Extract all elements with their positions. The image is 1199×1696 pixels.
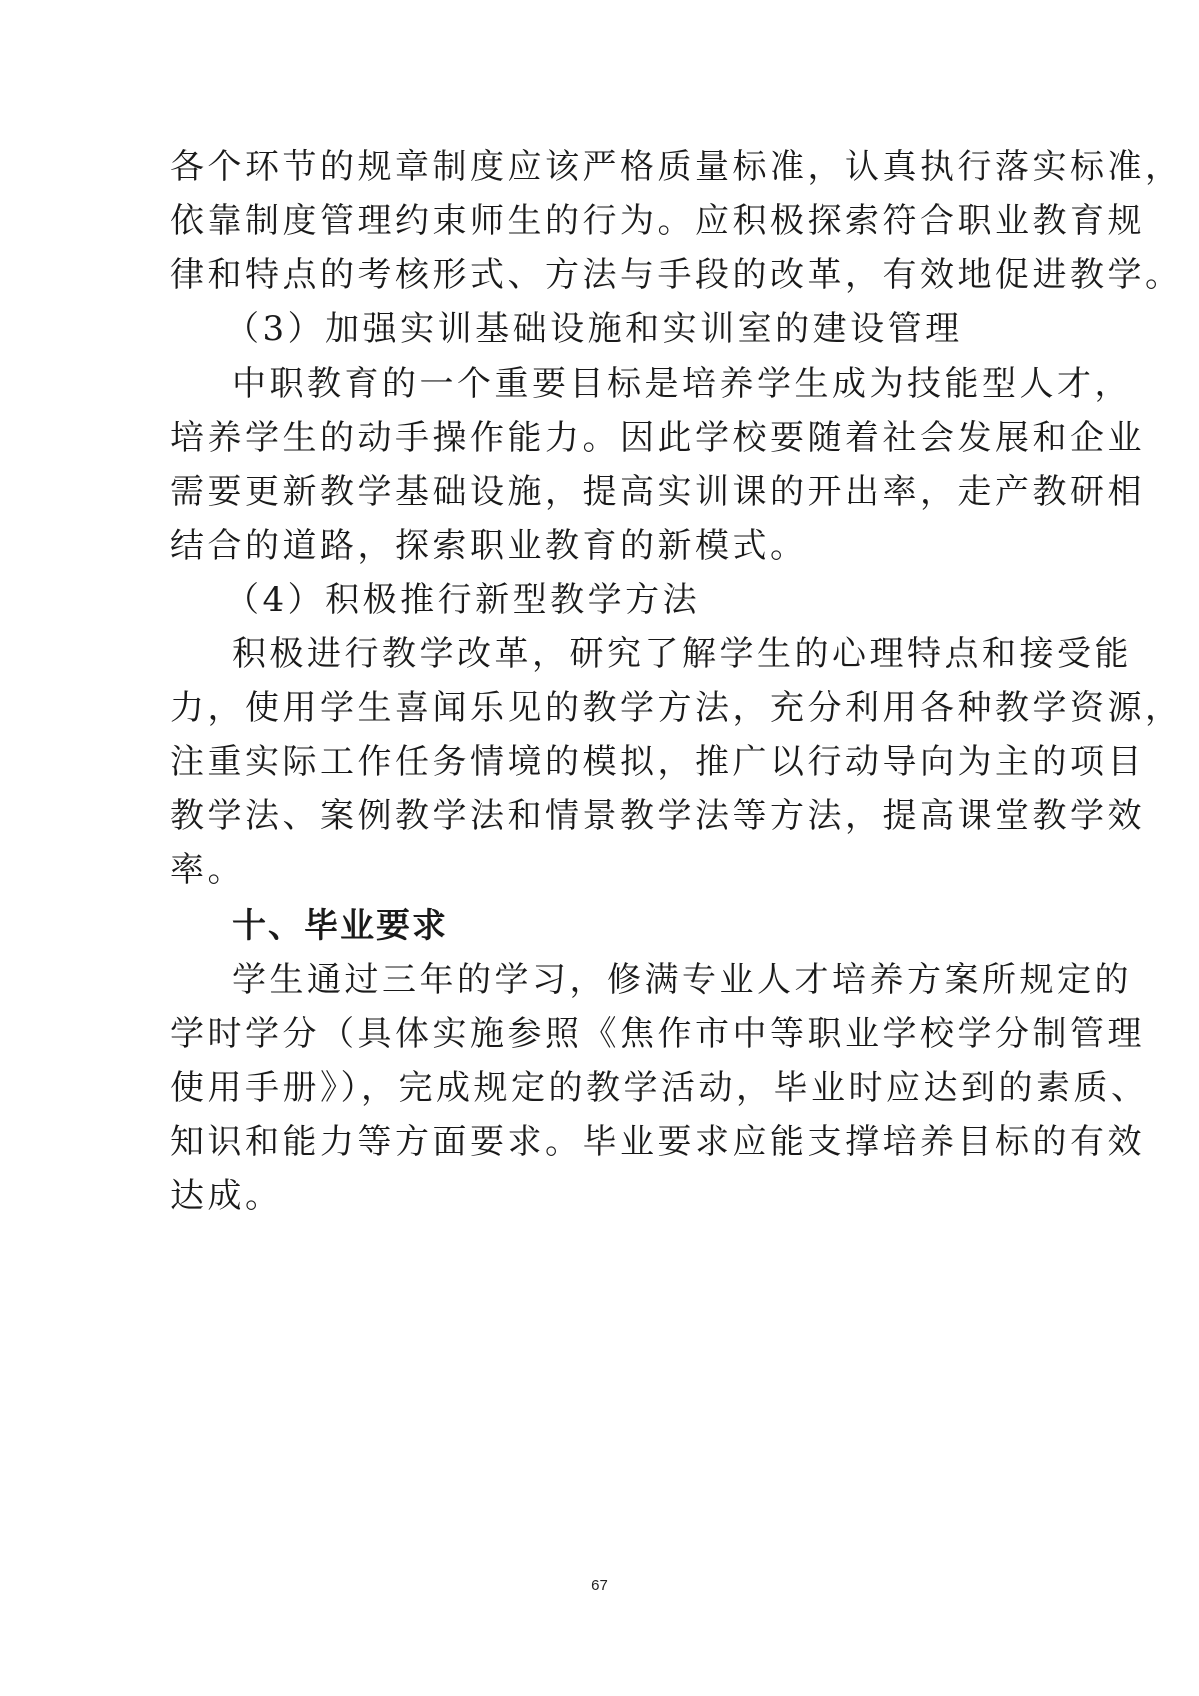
paragraph-line: 中职教育的一个重要目标是培养学生成为技能型人才， [232, 364, 1132, 404]
paragraph-line: 达成。 [170, 1176, 283, 1216]
page-number: 67 [591, 1577, 608, 1594]
subsection-title: （4）积极推行新型教学方法 [225, 580, 701, 620]
paragraph-line: 注重实际工作任务情境的模拟，推广以行动导向为主的项目 [170, 742, 1145, 782]
paragraph-line: 培养学生的动手操作能力。因此学校要随着社会发展和企业 [170, 418, 1145, 458]
paragraph-line: 结合的道路，探索职业教育的新模式。 [170, 526, 808, 566]
paragraph-line: 学生通过三年的学习，修满专业人才培养方案所规定的 [232, 960, 1132, 1000]
paragraph-line: 积极进行教学改革，研究了解学生的心理特点和接受能 [232, 634, 1132, 674]
paragraph-line: 知识和能力等方面要求。毕业要求应能支撑培养目标的有效 [170, 1122, 1145, 1162]
paragraph-line: 教学法、案例教学法和情景教学法等方法，提高课堂教学效 [170, 796, 1145, 836]
paragraph-line: 力，使用学生喜闻乐见的教学方法，充分利用各种教学资源， [170, 688, 1183, 728]
paragraph-line: 率。 [170, 850, 245, 890]
paragraph-line: 律和特点的考核形式、方法与手段的改革，有效地促进教学。 [170, 255, 1183, 295]
section-heading: 十、毕业要求 [232, 906, 448, 946]
paragraph-line: 各个环节的规章制度应该严格质量标准，认真执行落实标准， [170, 147, 1183, 187]
paragraph-line: 依靠制度管理约束师生的行为。应积极探索符合职业教育规 [170, 201, 1145, 241]
paragraph-line: 学时学分（具体实施参照《焦作市中等职业学校学分制管理 [170, 1014, 1145, 1054]
paragraph-line: 使用手册》），完成规定的教学活动，毕业时应达到的素质、 [170, 1068, 1149, 1108]
subsection-title: （3）加强实训基础设施和实训室的建设管理 [225, 309, 963, 349]
paragraph-line: 需要更新教学基础设施，提高实训课的开出率，走产教研相 [170, 472, 1145, 512]
